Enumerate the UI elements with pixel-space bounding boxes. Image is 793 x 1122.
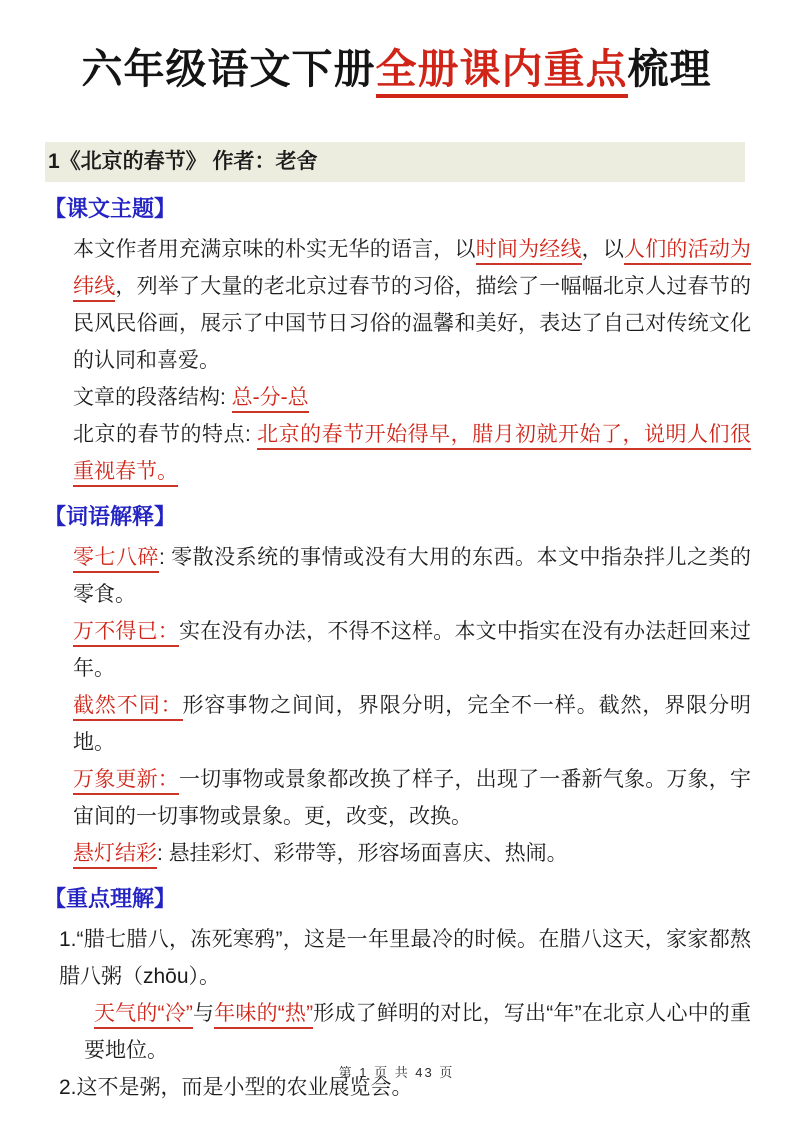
highlighted-text: 总-分-总 bbox=[232, 386, 309, 413]
vocab-entry bbox=[73, 835, 751, 872]
highlighted-text: 零七八碎 bbox=[73, 546, 159, 573]
text: 实在没有办法，不得不这样。本文中指实在没有办法赶回来过年。 bbox=[73, 620, 751, 681]
text: 文章的段落结构: bbox=[73, 386, 232, 410]
section-header: 【课文主题】 bbox=[44, 196, 177, 222]
numbered-item bbox=[59, 921, 751, 995]
text: 形成了鲜明的对比，写出“年”在北京人心中的重要地位。 bbox=[84, 1002, 751, 1063]
text: : 悬挂彩灯、彩带等，形容场面喜庆、热闹。 bbox=[157, 842, 568, 866]
paragraph bbox=[73, 231, 751, 379]
section-vocabulary bbox=[0, 500, 793, 872]
text: 形容事物之间间，界限分明，完全不一样。截然，界限分明地。 bbox=[73, 694, 751, 755]
title-segment: 梳理 bbox=[627, 46, 712, 92]
highlighted-text: 悬灯结彩 bbox=[73, 842, 157, 869]
text: : 零散没系统的事情或没有大用的东西。本文中指杂拌儿之类的零食。 bbox=[73, 546, 752, 607]
title-segment: 六年级语文下册 bbox=[81, 46, 376, 92]
vocab-entry bbox=[73, 539, 751, 613]
answer-note bbox=[84, 995, 751, 1069]
highlighted-text: 人们的活动为纬线 bbox=[73, 238, 751, 302]
vocab-entry bbox=[73, 687, 751, 761]
highlighted-text: 北京的春节开始得早，腊月初就开始了，说明人们很重视春节。 bbox=[73, 423, 751, 487]
title-segment-highlighted: 全册课内重点 bbox=[376, 46, 628, 98]
text: 一切事物或景象都改换了样子，出现了一番新气象。万象，宇宙间的一切事物或景象。更，改变，改换。 bbox=[73, 768, 751, 829]
paragraph bbox=[73, 379, 751, 416]
text: 本文作者用充满京味的朴实无华的语言，以 bbox=[73, 238, 476, 262]
text: 北京的春节的特点: bbox=[73, 423, 258, 447]
text: 与 bbox=[192, 1002, 215, 1026]
section-theme bbox=[0, 192, 793, 490]
text: 1.“腊七腊八，冻死寒鸦”，这是一年里最冷的时候。在腊八这天，家家都熬腊八粥（zhōu）。 bbox=[59, 928, 751, 989]
page-title bbox=[40, 42, 753, 96]
highlighted-text: 时间为经线 bbox=[476, 238, 582, 265]
section-header: 【词语解释】 bbox=[44, 504, 177, 530]
highlighted-text: 万不得已： bbox=[73, 620, 179, 647]
highlighted-text: 万象更新： bbox=[73, 768, 179, 795]
page-number: 第 1 页 共 43 页 bbox=[338, 1065, 455, 1080]
lesson-header-bar: 1《北京的春节》 作者：老舍 bbox=[45, 142, 745, 182]
vocab-entry bbox=[73, 613, 751, 687]
vocab-entry bbox=[73, 761, 751, 835]
text: ，列举了大量的老北京过春节的习俗，描绘了一幅幅北京人过春节的民风民俗画，展示了中国节日习俗的温馨和美好，表达了自己对传统文化的认同和喜爱。 bbox=[73, 275, 752, 373]
paragraph bbox=[73, 416, 751, 490]
highlighted-text: 天气的“冷” bbox=[94, 1002, 193, 1029]
section-header: 【重点理解】 bbox=[44, 886, 177, 912]
text: 2.这不是粥，而是小型的农业展览会。 bbox=[59, 1076, 413, 1100]
text: ，以 bbox=[581, 238, 625, 262]
highlighted-text: 年味的“热” bbox=[214, 1002, 313, 1029]
highlighted-text: 截然不同： bbox=[73, 694, 183, 721]
